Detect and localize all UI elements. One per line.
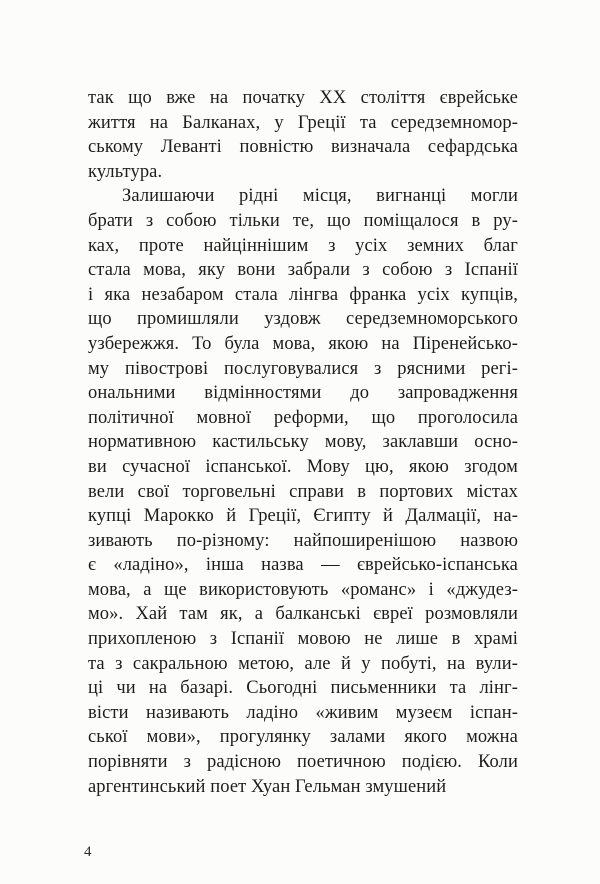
text-line: і яка незабаром стала лінгва франка усіх купців, <box>88 284 518 305</box>
text-line: та з сакральною метою, але й у побуті, на вули- <box>88 653 518 674</box>
text-line: вели свої торговельні справи в портових містах <box>88 481 518 502</box>
page-number: 4 <box>84 844 92 860</box>
text-line: культура. <box>88 161 163 182</box>
text-line: ональними відмінностями до запровадження <box>88 383 518 404</box>
text-line: мова, а ще використовують «романс» і «джудез- <box>88 579 518 600</box>
text-line: ці чи на базарі. Сьогодні письменники та лінг- <box>88 678 518 699</box>
text-line: є «ладіно», інша назва — єврейсько-іспанська <box>88 555 518 576</box>
text-line: зивають по-різному: найпоширенішою назвою <box>88 530 518 551</box>
text-line: нормативною кастильську мову, заклавши осно- <box>88 432 518 453</box>
text-line: порівняти з радісною поетичною подією. Коли <box>88 752 518 773</box>
text-line: вісти називають ладіно «живим музеєм іспан- <box>88 702 518 723</box>
text-line: узбережжя. То була мова, якою на Піренейсько- <box>88 333 518 354</box>
text-line: так що вже на початку XX століття єврейське <box>88 88 518 108</box>
text-line: прихопленою з Іспанії мовою не лише в храмі <box>88 629 518 650</box>
text-line: му півострові послуговувалися з рясними регі- <box>88 358 518 379</box>
text-line: аргентинський поет Хуан Гельман змушений <box>88 776 447 797</box>
text-line: Залишаючи рідні місця, вигнанці могли <box>122 186 518 207</box>
text-line: ках, проте найціннішим з усіх земних благ <box>88 235 518 256</box>
text-line: ської мови», прогулянку залами якого можна <box>88 727 518 748</box>
text-line: що промишляли уздовж середземноморського <box>88 309 518 330</box>
body-text <box>88 86 518 799</box>
text-line: брати з собою тільки те, що поміщалося в ру- <box>88 210 518 231</box>
text-line: стала мова, яку вони забрали з собою з Іспанії <box>88 260 518 281</box>
text-line: політичної мовної реформи, що проголосила <box>88 407 518 428</box>
text-line: мо». Хай там як, а балканські євреї розмовляли <box>88 604 518 625</box>
text-line: ському Леванті повністю визначала сефардська <box>88 137 518 158</box>
text-line: купці Марокко й Греції, Єгипту й Далмації, на- <box>88 506 518 527</box>
text-line: ви сучасної іспанської. Мову цю, якою згодом <box>88 456 518 477</box>
text-line: життя на Балканах, у Греції та середземномор- <box>88 112 518 133</box>
